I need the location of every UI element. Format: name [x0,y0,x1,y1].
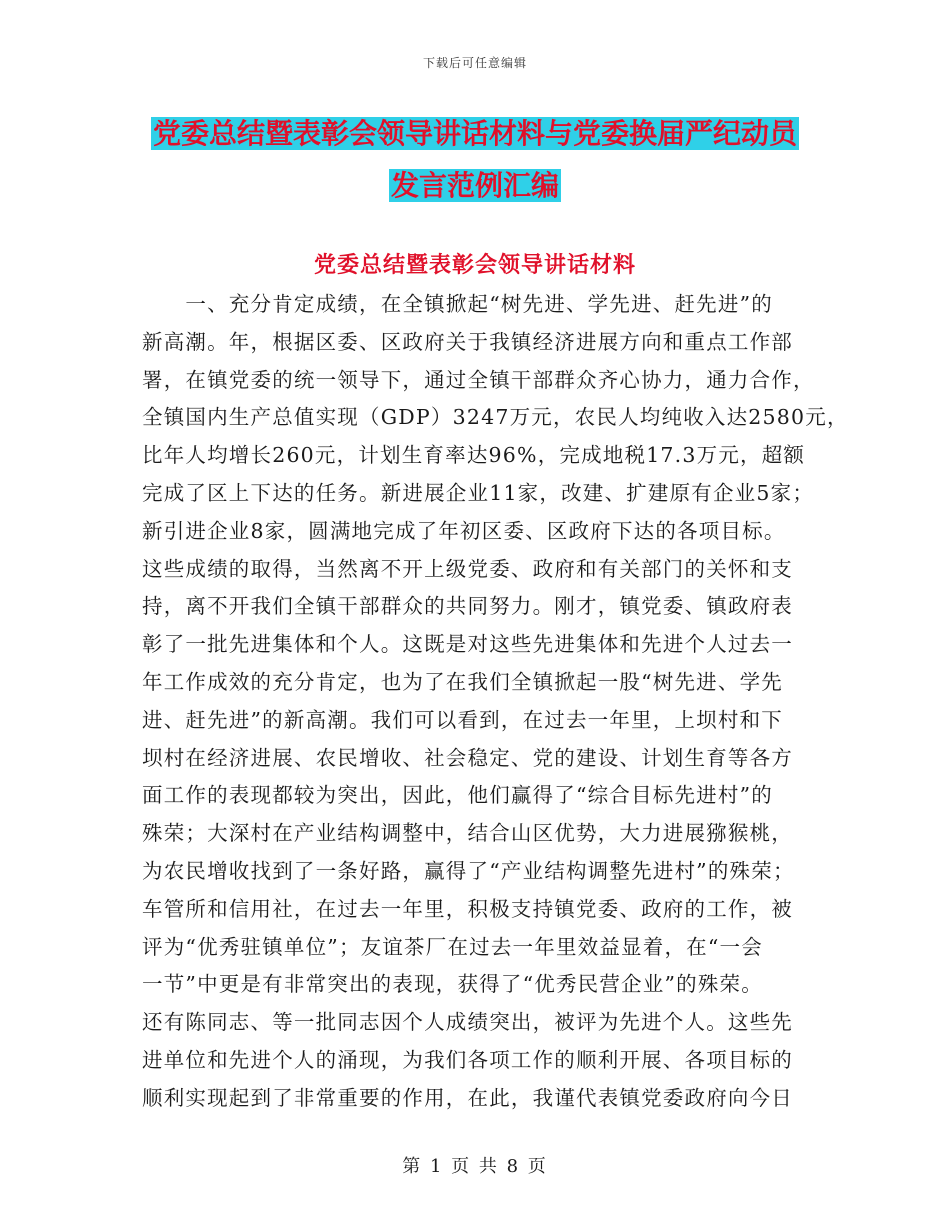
body-line: 持，离不开我们全镇干部群众的共同努力。刚才，镇党委、镇政府表 [142,594,793,619]
title-line-1 [0,108,950,160]
body-line: 年工作成效的充分肯定，也为了在我们全镇掀起一股“树先进、学先 [142,669,783,694]
body-line: 一节”中更是有非常突出的表现，获得了“优秀民营企业”的殊荣。 [142,972,763,997]
body-text [142,286,849,1118]
body-line: 评为“优秀驻镇单位”；友谊茶厂在过去一年里效益显着，在“一会 [142,934,763,959]
body-line: 署，在镇党委的统一领导下，通过全镇干部群众齐心协力，通力合作， [142,367,815,392]
body-line: 全镇国内生产总值实现（GDP）3247万元，农民人均纯收入达2580元， [142,405,849,430]
title-line-2 [0,160,950,212]
body-line: 进、赶先进”的新高潮。我们可以看到，在过去一年里，上坝村和下 [142,707,783,732]
body-line: 新高潮。年，根据区委、区政府关于我镇经济进展方向和重点工作部 [142,329,793,354]
body-line: 完成了区上下达的任务。新进展企业11家，改建、扩建原有企业5家； [142,480,815,505]
document-title [0,108,950,212]
body-line: 彰了一批先进集体和个人。这既是对这些先进集体和先进个人过去一 [142,632,793,657]
body-line: 一、充分肯定成绩，在全镇掀起“树先进、学先进、赶先进”的 [142,292,773,316]
title-line-1-text: 党委总结暨表彰会领导讲话材料与党委换届严纪动员 [152,117,797,150]
title-line-2-text: 发言范例汇编 [390,169,559,202]
body-line: 坝村在经济进展、农民增收、社会稳定、党的建设、计划生育等各方 [142,745,793,770]
body-line: 还有陈同志、等一批同志因个人成绩突出，被评为先进个人。这些先 [142,1010,793,1035]
body-line: 这些成绩的取得，当然离不开上级党委、政府和有关部门的关怀和支 [142,556,793,581]
body-line: 面工作的表现都较为突出，因此，他们赢得了“综合目标先进村”的 [142,783,773,808]
page-header-note: 下载后可任意编辑 [422,56,527,70]
body-line: 比年人均增长260元，计划生育率达96%，完成地税17.3万元，超额 [142,443,806,468]
body-line: 顺利实现起到了非常重要的作用，在此，我谨代表镇党委政府向今日 [142,1085,793,1110]
body-line: 进单位和先进个人的涌现，为我们各项工作的顺利开展、各项目标的 [142,1047,793,1072]
section-title: 党委总结暨表彰会领导讲话材料 [313,252,636,278]
body-line: 殊荣；大深村在产业结构调整中，结合山区优势，大力进展猕猴桃， [142,821,793,846]
page-footer-page-number: 第 1 页 共 8 页 [402,1156,548,1177]
body-line: 车管所和信用社，在过去一年里，积极支持镇党委、政府的工作，被 [142,896,793,921]
body-line: 为农民增收找到了一条好路，赢得了“产业结构调整先进村”的殊荣； [142,858,795,883]
body-line: 新引进企业8家，圆满地完成了年初区委、区政府下达的各项目标。 [142,518,786,543]
